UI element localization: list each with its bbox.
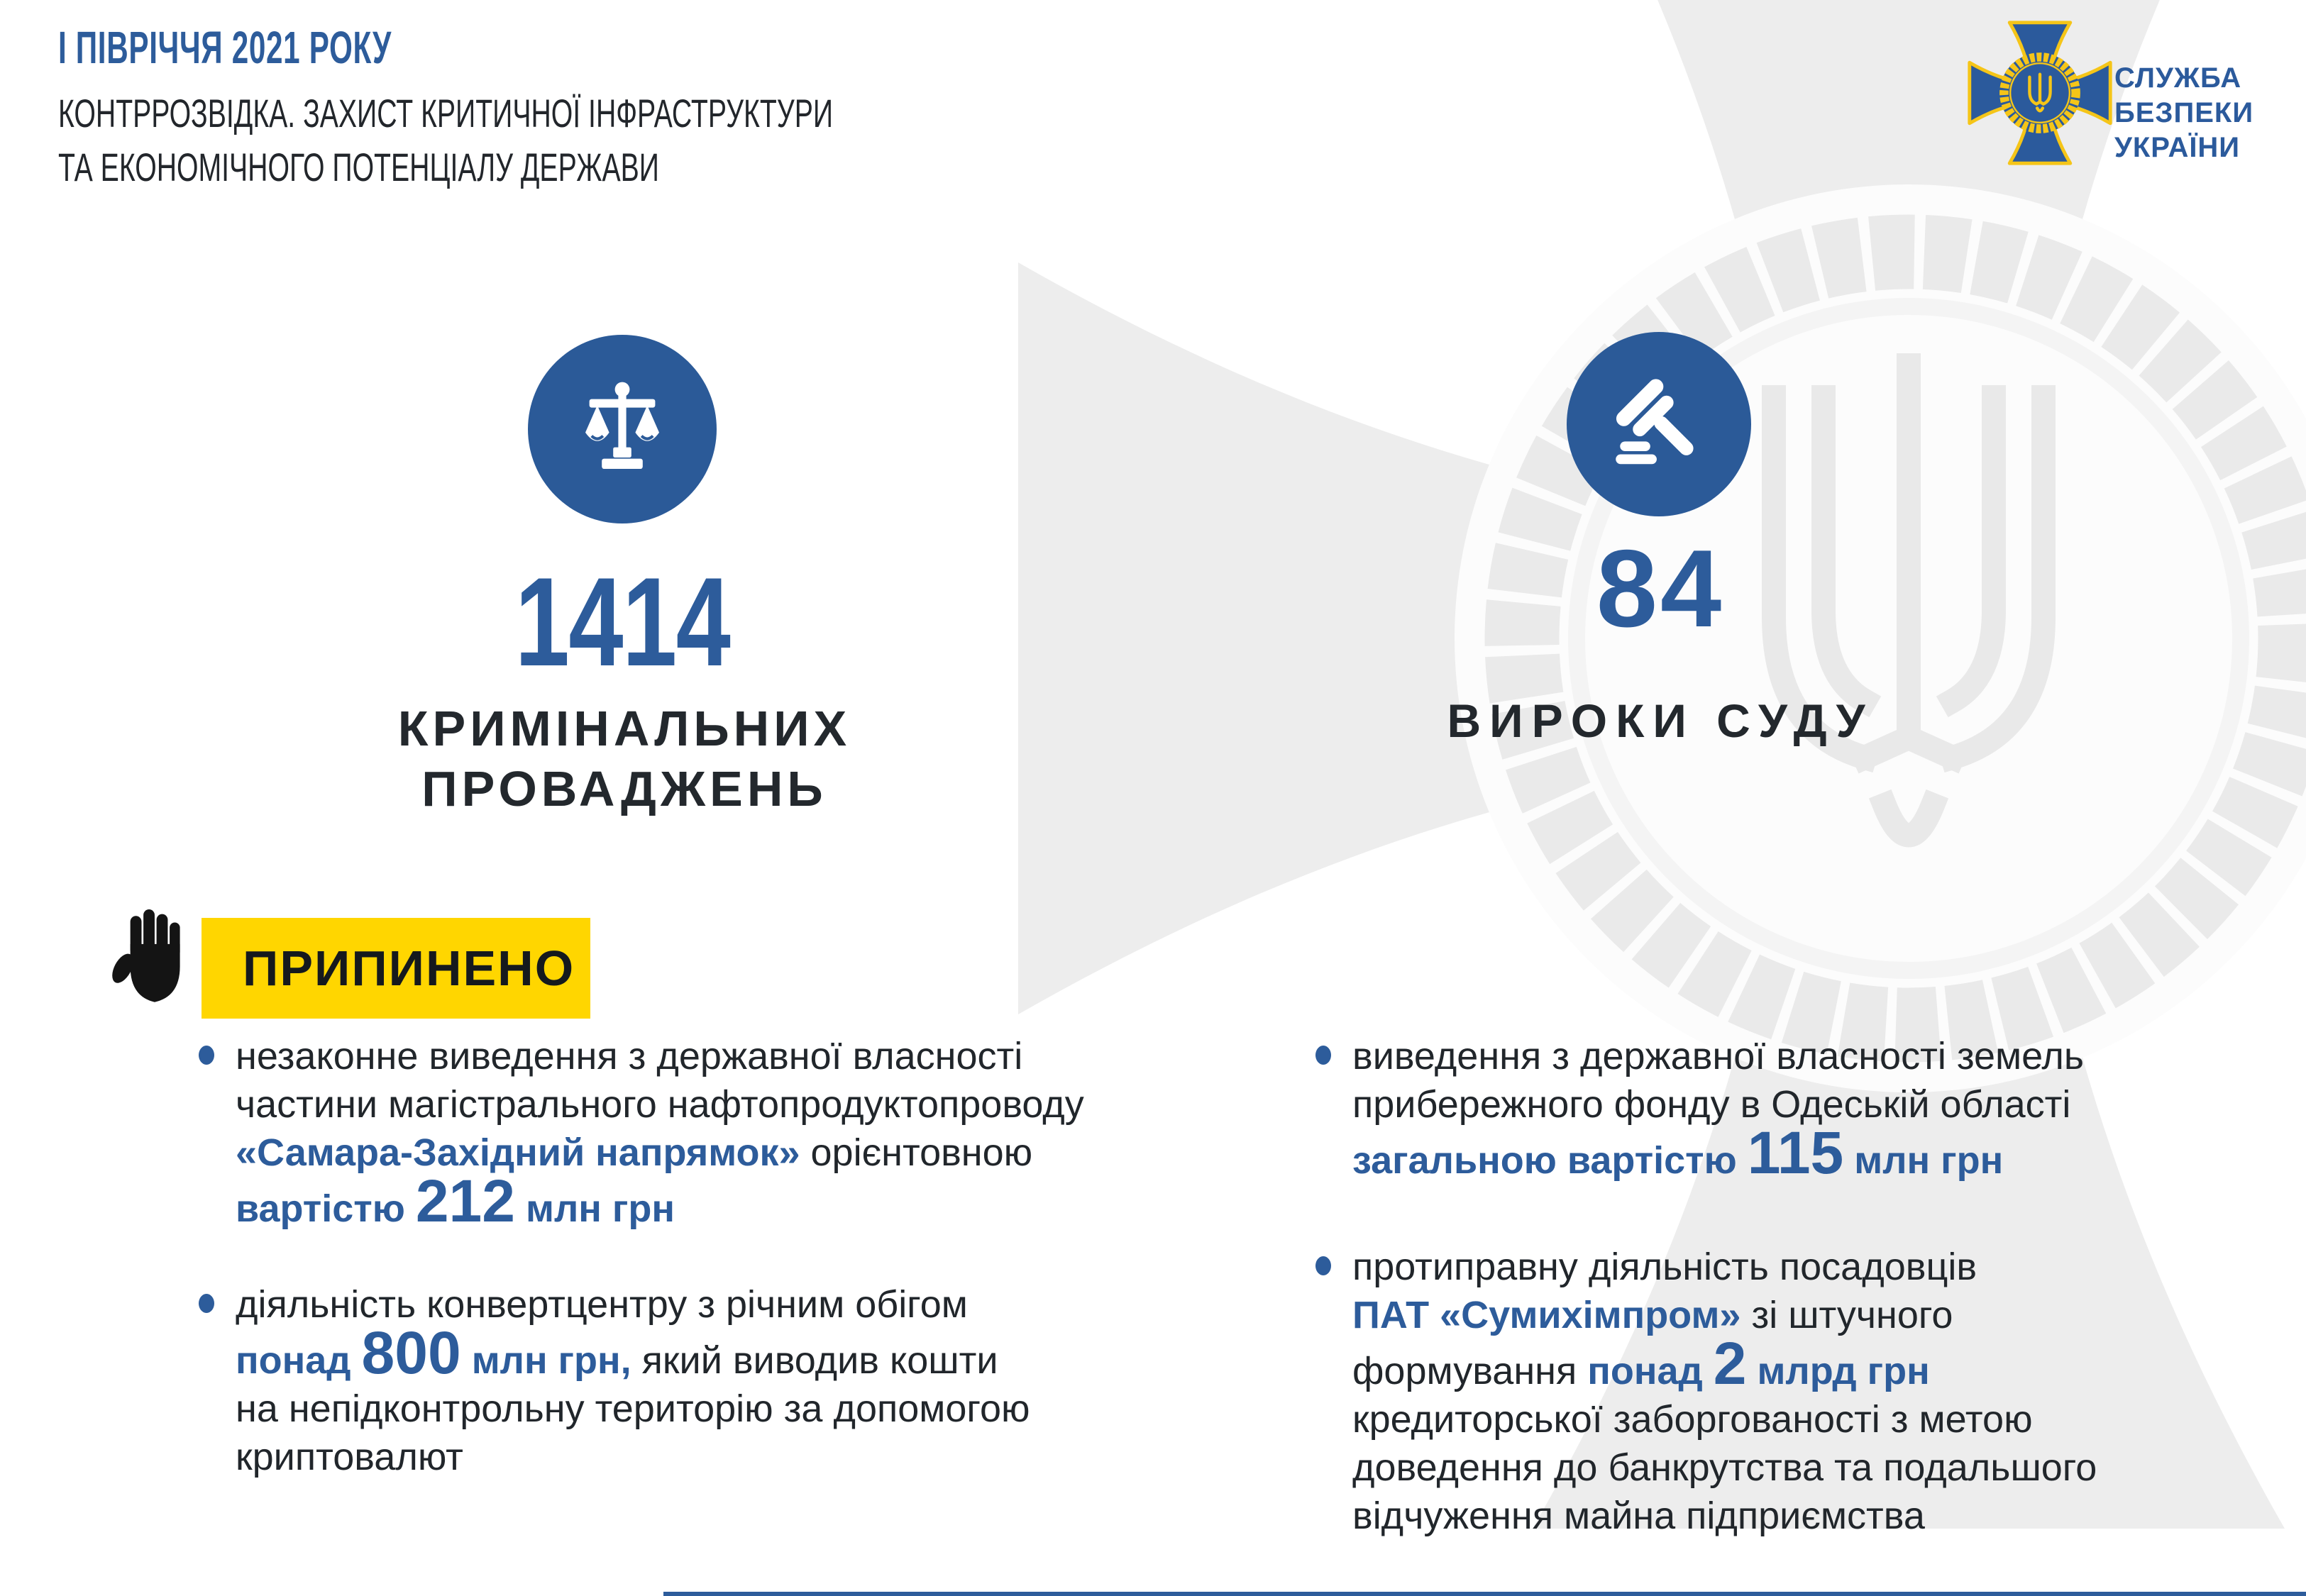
text-segment: який виводив кошти (631, 1339, 998, 1382)
list-item-line (1352, 1119, 2084, 1186)
page-subtitle (58, 87, 833, 194)
text-segment-accent: млн грн, (460, 1339, 631, 1382)
bottom-accent-bar (663, 1592, 2306, 1596)
sbu-logo-icon (1964, 17, 2116, 169)
list-item-convert-center (236, 1280, 1030, 1481)
text-segment-accent: загальною вартістю (1352, 1139, 1748, 1182)
list-item-pipeline (236, 1032, 1084, 1233)
amount-value: 115 (1747, 1119, 1844, 1186)
list-item-line (236, 1129, 1084, 1177)
court-verdicts-circle (1567, 332, 1751, 516)
page-subtitle-line1: КОНТРРОЗВІДКА. ЗАХИСТ КРИТИЧНОЇ ІНФРАСТРУКТУРИ (58, 91, 834, 135)
stopped-badge-label: ПРИПИНЕНО (243, 941, 575, 996)
sbu-logo-text-line3: УКРАЇНИ (2114, 132, 2241, 163)
list-item-line (236, 1319, 1030, 1386)
text-segment: частини магістрального нафтопродуктопроводу (236, 1083, 1084, 1126)
text-segment: діяльність конвертцентру з річним обігом (236, 1283, 968, 1326)
criminal-proceedings-label-line1: КРИМІНАЛЬНИХ (397, 701, 851, 756)
bullet-dot (1315, 1256, 1331, 1275)
text-segment: відчуження майна підприємства (1352, 1495, 1925, 1537)
text-segment-accent: ПАТ «Сумихімпром» (1352, 1294, 1741, 1336)
list-item-line (1352, 1492, 2097, 1540)
list-item-line (1352, 1243, 2097, 1291)
court-verdicts-count: 84 (1596, 527, 1725, 650)
list-item-line (1352, 1080, 2084, 1129)
text-segment: формування (1352, 1350, 1588, 1392)
text-segment-accent: понад (236, 1339, 362, 1382)
list-item-line (1352, 1032, 2084, 1080)
amount-value: 212 (415, 1168, 515, 1234)
bullet-dot (199, 1046, 214, 1065)
list-item-coastal-land (1352, 1032, 2084, 1185)
sbu-logo-text-line1: СЛУЖБА (2114, 62, 2242, 94)
criminal-proceedings-label (341, 699, 908, 819)
criminal-proceedings-count: 1414 (514, 551, 730, 692)
text-segment: протиправну діяльність посадовців (1352, 1246, 1977, 1288)
scales-of-justice-icon (566, 372, 679, 486)
text-segment-accent: млн грн (515, 1187, 675, 1230)
stopped-badge (202, 918, 590, 1019)
list-item-line (236, 1168, 1084, 1234)
text-segment: доведення до банкрутства та подальшого (1352, 1446, 2097, 1489)
page-title: І ПІВРІЧЧЯ 2021 РОКУ (58, 22, 392, 73)
text-segment-accent: «Самара-Західний напрямок» (236, 1131, 800, 1174)
text-segment: прибережного фонду в Одеській області (1352, 1083, 2071, 1126)
list-item-line (236, 1280, 1030, 1329)
text-segment: кредиторської заборгованості з метою (1352, 1398, 2033, 1441)
list-item-sumykhimprom (1352, 1243, 2097, 1540)
text-segment: незаконне виведення з державної власності (236, 1035, 1023, 1077)
list-item-line (236, 1433, 1030, 1481)
text-segment: криптовалют (236, 1436, 463, 1478)
criminal-proceedings-label-line2: ПРОВАДЖЕНЬ (421, 761, 827, 816)
amount-value: 800 (361, 1319, 461, 1386)
text-segment: зі штучного (1740, 1294, 1953, 1336)
court-verdicts-label: ВИРОКИ СУДУ (1447, 694, 1874, 747)
list-item-line (236, 1080, 1084, 1129)
list-item-line (1352, 1443, 2097, 1492)
page-subtitle-line2: ТА ЕКОНОМІЧНОГО ПОТЕНЦІАЛУ ДЕРЖАВИ (58, 145, 659, 189)
list-item-line (236, 1385, 1030, 1433)
stop-hand-icon (105, 907, 199, 1012)
list-item-line (1352, 1395, 2097, 1443)
text-segment-accent: млрд грн (1746, 1350, 1930, 1392)
text-segment: виведення з державної власності земель (1352, 1035, 2085, 1077)
gavel-icon (1605, 370, 1713, 478)
sbu-logo-text-line2: БЕЗПЕКИ (2114, 97, 2254, 128)
list-item-line (1352, 1330, 2097, 1397)
sbu-logo-text (2114, 61, 2253, 165)
text-segment: орієнтовною (800, 1131, 1033, 1174)
criminal-proceedings-circle (528, 335, 717, 523)
bullet-dot (1315, 1046, 1331, 1065)
list-item-line (236, 1032, 1084, 1080)
text-segment-accent: млн грн (1843, 1139, 2004, 1182)
text-segment: на непідконтрольну територію за допомогою (236, 1387, 1030, 1430)
text-segment-accent: понад (1587, 1350, 1714, 1392)
bullet-dot (199, 1294, 214, 1313)
amount-value: 2 (1713, 1330, 1747, 1397)
text-segment-accent: вартістю (236, 1187, 416, 1230)
